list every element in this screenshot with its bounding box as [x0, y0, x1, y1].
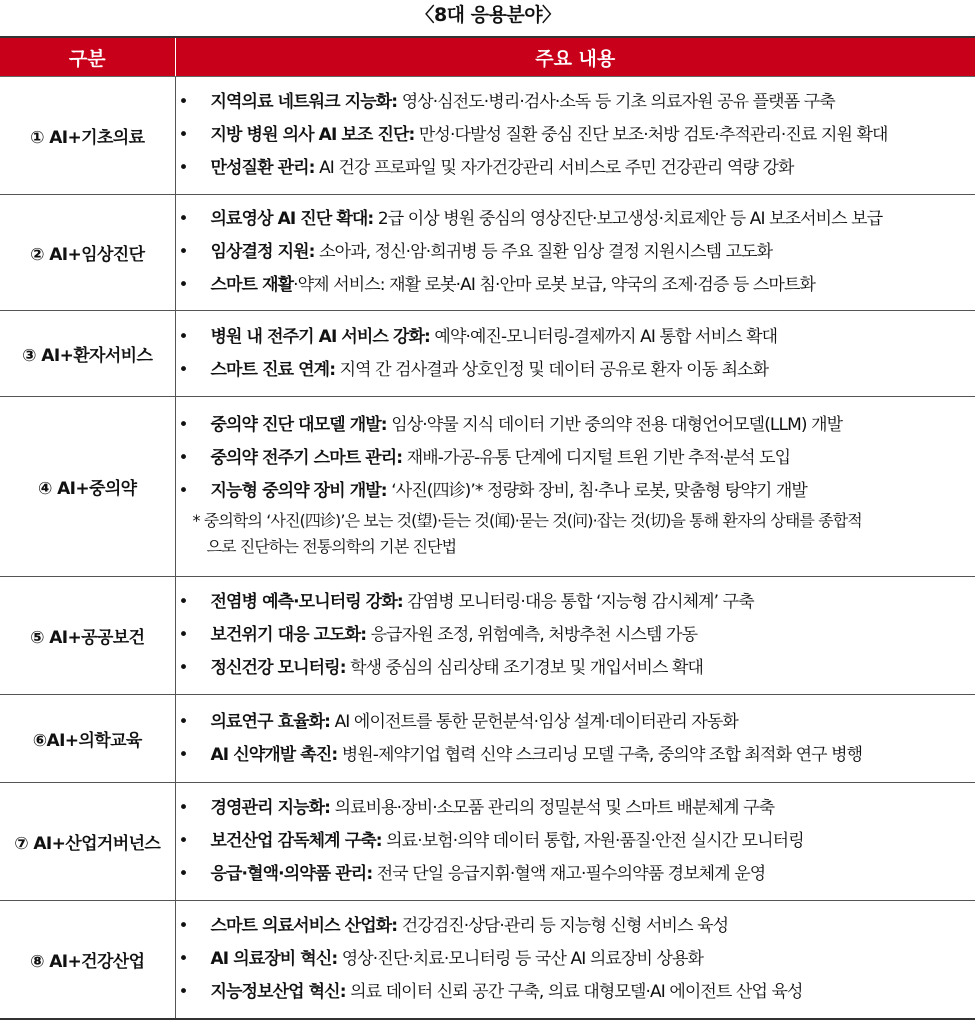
item-label: 임상결정 지원: — [210, 242, 315, 262]
item-label: 지역의료 네트워크 지능화: — [210, 92, 398, 112]
item-label: 지방 병원 의사 AI 보조 진단: — [210, 125, 415, 145]
item-text: 의료·보험·의약 데이터 통합, 자원·품질·안전 실시간 모니터링 — [381, 831, 804, 851]
item-label: 병원 내 전주기 AI 서비스 강화: — [210, 326, 430, 347]
list-item — [176, 739, 976, 772]
item-label: 중의약 진단 대모델 개발: — [210, 415, 387, 435]
list-item — [176, 269, 976, 302]
category-cell: ③ AI+환자서비스 — [0, 311, 175, 397]
list-item — [176, 652, 976, 685]
item-text: 영상·진단·치료·모니터링 등 국산 AI 의료장비 상용화 — [337, 948, 704, 969]
list-item — [176, 475, 976, 508]
item-text: 지역 간 검사결과 상호인정 및 데이터 공유로 환자 이동 최소화 — [335, 359, 769, 380]
category-cell: ⑦ AI+산업거버넌스 — [0, 783, 175, 901]
bullet-icon: • — [178, 415, 188, 435]
item-label: 지능정보산업 혁신: — [210, 981, 346, 1002]
content-cell — [175, 901, 975, 1019]
item-label: AI 의료장비 혁신: — [210, 948, 338, 969]
item-text: 전국 단일 응급지휘·혈액 재고·필수의약품 경보체계 운영 — [372, 864, 766, 884]
item-text: AI 건강 프로파일 및 자가건강관리 서비스로 주민 건강관리 역량 강화 — [314, 158, 794, 178]
content-cell — [175, 397, 975, 577]
item-label: 정신건강 모니터링: — [210, 658, 346, 678]
bullet-icon: • — [178, 915, 188, 936]
item-text: AI 에이전트를 통한 문헌분석·임상 설계·데이터관리 자동화 — [330, 711, 738, 732]
footnote-line: * 중의학의 ‘사진(四诊)’은 보는 것(望)·듣는 것(闻)·묻는 것(问)·잡는 것(切)을 통해 환자의 상태를 종합적 — [192, 511, 862, 530]
item-label: 스마트 의료서비스 산업화: — [210, 915, 398, 936]
application-table — [0, 36, 975, 1020]
list-item — [176, 152, 976, 185]
list-item — [176, 409, 976, 442]
list-item — [176, 86, 976, 119]
bullet-icon: • — [178, 275, 188, 295]
table-row — [0, 577, 975, 695]
table-row — [0, 77, 975, 195]
bullet-icon: • — [178, 242, 188, 262]
list-item — [176, 858, 976, 891]
item-text: 병원-제약기업 협력 신약 스크리닝 모델 구축, 중의약 조합 최적화 연구 병행 — [337, 744, 863, 765]
footnote-line: 으로 진단하는 전통의학의 기본 진단법 — [206, 537, 457, 556]
list-item — [176, 586, 976, 619]
table-row — [0, 397, 975, 577]
bullet-icon: • — [178, 948, 188, 969]
item-label: 보건산업 감독체계 구축: — [210, 831, 382, 851]
header-content: 주요 내용 — [175, 37, 975, 77]
table-row — [0, 311, 975, 397]
category-cell: ④ AI+중의약 — [0, 397, 175, 577]
content-cell — [175, 311, 975, 397]
category-cell: ⑥AI+의학교육 — [0, 695, 175, 783]
content-cell — [175, 195, 975, 311]
bullet-icon: • — [178, 744, 188, 765]
content-cell — [175, 783, 975, 901]
table-row — [0, 783, 975, 901]
bullet-icon: • — [178, 158, 188, 178]
item-label: 스마트 재활 — [210, 275, 294, 295]
item-label: 전염병 예측·모니터링 강화: — [210, 592, 403, 612]
list-item — [176, 943, 976, 976]
bullet-icon: • — [178, 625, 188, 645]
item-text: 만성·다발성 질환 중심 진단 보조·처방 검토·추적관리·진료 지원 확대 — [414, 125, 888, 145]
bullet-icon: • — [178, 209, 188, 229]
bullet-icon: • — [178, 864, 188, 884]
list-item — [176, 119, 976, 152]
table-row — [0, 695, 975, 783]
item-text: 의료 데이터 신뢰 공간 구축, 의료 대형모델·AI 에이전트 산업 육성 — [345, 981, 803, 1002]
bullet-icon: • — [178, 359, 188, 380]
list-item — [176, 910, 976, 943]
bullet-icon: • — [178, 326, 188, 347]
item-label: 스마트 진료 연계: — [210, 359, 336, 380]
bullet-icon: • — [178, 831, 188, 851]
category-cell: ⑧ AI+건강산업 — [0, 901, 175, 1019]
item-text: 건강검진·상담·관리 등 지능형 신형 서비스 육성 — [397, 915, 729, 936]
item-label: 의료영상 AI 진단 확대: — [210, 209, 374, 229]
item-text: 2급 이상 병원 중심의 영상진단·보고생성·치료제안 등 AI 보조서비스 보급 — [373, 209, 883, 229]
item-label: 응급·혈액·의약품 관리: — [210, 864, 373, 884]
bullet-icon: • — [178, 658, 188, 678]
list-item — [176, 976, 976, 1009]
item-text: 영상·심전도·병리·검사·소독 등 기초 의료자원 공유 플랫폼 구축 — [397, 92, 835, 112]
bullet-icon: • — [178, 92, 188, 112]
header-category: 구분 — [0, 37, 175, 77]
item-text: ‘사진(四诊)’* 정량화 장비, 침·추나 로봇, 맞춤형 탕약기 개발 — [386, 481, 807, 501]
bullet-icon: • — [178, 125, 188, 145]
table-row — [0, 901, 975, 1019]
bullet-icon: • — [178, 448, 188, 468]
bullet-icon: • — [178, 481, 188, 501]
list-item — [176, 706, 976, 739]
category-cell: ⑤ AI+공공보건 — [0, 577, 175, 695]
list-item — [176, 321, 976, 354]
page-title: 〈8대 응용분야〉 — [415, 4, 561, 26]
bullet-icon: • — [178, 711, 188, 732]
content-cell — [175, 77, 975, 195]
item-text: 학생 중심의 심리상태 조기경보 및 개입서비스 확대 — [345, 658, 704, 678]
list-item — [176, 203, 976, 236]
item-text: 응급자원 조정, 위험예측, 처방추천 시스템 가동 — [366, 625, 698, 645]
item-label: 지능형 중의약 장비 개발: — [210, 481, 387, 501]
category-cell: ② AI+임상진단 — [0, 195, 175, 311]
item-label: 만성질환 관리: — [210, 158, 315, 178]
item-text: 재배-가공-유통 단계에 디지털 트윈 기반 추적·분석 도입 — [402, 448, 791, 468]
list-item — [176, 792, 976, 825]
bullet-icon: • — [178, 592, 188, 612]
item-text: 감염병 모니터링·대응 통합 ‘지능형 감시체계’ 구축 — [402, 592, 754, 612]
item-label: 의료연구 효율화: — [210, 711, 331, 732]
list-item — [176, 619, 976, 652]
item-text: ·약제 서비스: 재활 로봇·AI 침·안마 로봇 보급, 약국의 조제·검증 등 스마트화 — [293, 275, 815, 295]
item-label: 경영관리 지능화: — [210, 798, 331, 818]
item-text: 의료비용·장비·소모품 관리의 정밀분석 및 스마트 배분체계 구축 — [330, 798, 775, 818]
list-item — [176, 354, 976, 387]
item-text: 소아과, 정신·암·희귀병 등 주요 질환 임상 결정 지원시스템 고도화 — [314, 242, 773, 262]
list-item — [176, 442, 976, 475]
list-item — [176, 236, 976, 269]
content-cell — [175, 695, 975, 783]
list-item — [176, 825, 976, 858]
item-label: 보건위기 대응 고도화: — [210, 625, 367, 645]
table-header-row — [0, 37, 975, 77]
content-cell — [175, 577, 975, 695]
table-row — [0, 195, 975, 311]
bullet-icon: • — [178, 981, 188, 1002]
item-label: AI 신약개발 촉진: — [210, 744, 338, 765]
item-text: 임상·약물 지식 데이터 기반 중의약 전용 대형언어모델(LLM) 개발 — [386, 415, 843, 435]
footnote — [176, 508, 976, 564]
bullet-icon: • — [178, 798, 188, 818]
item-text: 예약·예진-모니터링-결제까지 AI 통합 서비스 확대 — [429, 326, 778, 347]
item-label: 중의약 전주기 스마트 관리: — [210, 448, 403, 468]
category-cell: ① AI+기초의료 — [0, 77, 175, 195]
